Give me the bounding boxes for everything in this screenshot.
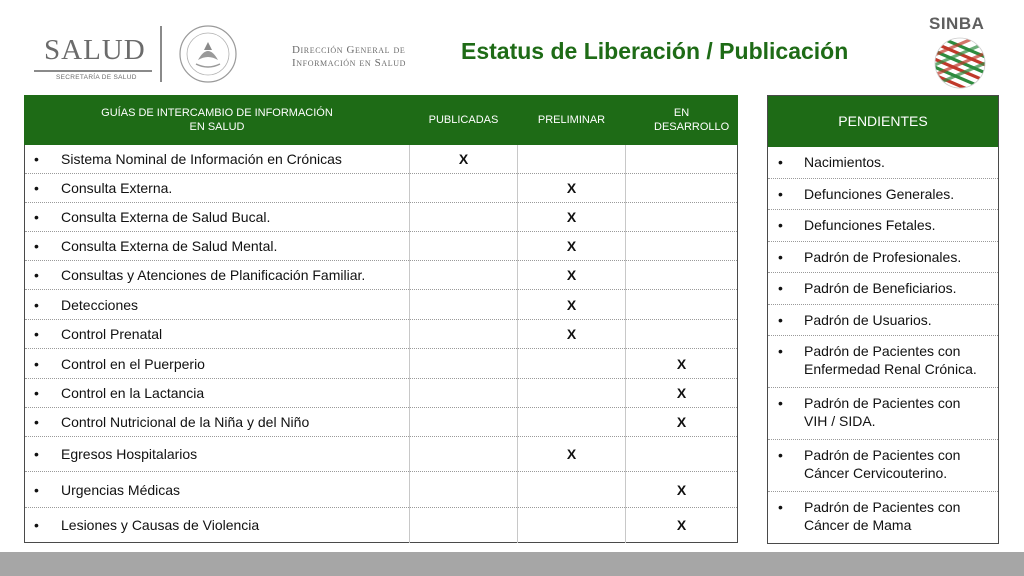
table-row	[25, 408, 738, 437]
bullet: •	[34, 267, 39, 283]
guia-name: Consulta Externa de Salud Bucal.	[61, 209, 271, 225]
pendiente-label: Padrón de Pacientes con VIH / SIDA.	[804, 395, 961, 429]
pendiente-cell	[768, 388, 999, 440]
pendiente-label: Padrón de Profesionales.	[804, 249, 962, 265]
status-mark-en-desarrollo	[626, 145, 738, 174]
status-mark-en-desarrollo	[626, 232, 738, 261]
pendiente-label: Padrón de Pacientes con Enfermedad Renal Crónica.	[804, 343, 977, 377]
dgis-line-1: Dirección General de	[292, 44, 406, 56]
dgis-logo	[292, 44, 406, 70]
status-mark-publicadas	[410, 290, 518, 320]
table-row	[25, 232, 738, 261]
sinba-globe-icon	[932, 36, 988, 90]
guia-name: Detecciones	[61, 296, 139, 313]
guia-name: Egresos Hospitalarios	[61, 446, 198, 462]
pendientes-header-row	[768, 96, 999, 147]
table-row	[25, 320, 738, 349]
bullet: •	[778, 312, 783, 328]
pendiente-cell	[768, 210, 999, 242]
salud-logo	[30, 30, 155, 82]
status-mark-publicadas: X	[410, 145, 518, 174]
list-item	[768, 492, 999, 544]
col-header-guias: GUÍAS DE INTERCAMBIO DE INFORMACIÓN EN SALUD	[25, 96, 410, 145]
status-mark-preliminar	[518, 379, 626, 408]
guia-name: Consulta Externa.	[61, 180, 173, 196]
table-row	[25, 203, 738, 232]
table-header-row	[25, 96, 738, 145]
bullet: •	[34, 238, 39, 254]
list-item	[768, 440, 999, 492]
guia-name-cell	[25, 174, 410, 203]
status-mark-en-desarrollo: X	[626, 408, 738, 437]
pendientes-header: PENDIENTES	[768, 96, 999, 147]
guia-name: Control Nutricional de la Niña y del Niño	[61, 414, 310, 430]
bullet: •	[778, 343, 783, 359]
list-item	[768, 242, 999, 273]
status-mark-preliminar	[518, 145, 626, 174]
bullet: •	[34, 446, 39, 462]
list-item	[768, 179, 999, 210]
pendiente-cell	[768, 242, 999, 273]
bullet: •	[778, 499, 783, 515]
bullet: •	[778, 153, 783, 170]
status-mark-preliminar	[518, 472, 626, 508]
table-row	[25, 145, 738, 174]
bullet: •	[34, 355, 39, 372]
list-item	[768, 273, 999, 305]
pendientes-table	[767, 95, 999, 544]
list-item	[768, 147, 999, 179]
pendiente-cell	[768, 440, 999, 492]
col-header-publicadas: PUBLICADAS	[410, 96, 518, 145]
guia-name: Sistema Nominal de Información en Crónicas	[61, 151, 342, 167]
bullet: •	[778, 186, 783, 202]
pendiente-cell	[768, 273, 999, 305]
guia-name-cell	[25, 261, 410, 290]
status-mark-publicadas	[410, 203, 518, 232]
bullet: •	[34, 517, 39, 533]
pendiente-label: Padrón de Usuarios.	[804, 312, 932, 328]
status-mark-publicadas	[410, 349, 518, 379]
salud-logo-subtitle: SECRETARÍA DE SALUD	[56, 74, 137, 81]
table-row	[25, 261, 738, 290]
col-header-preliminar: PRELIMINAR	[518, 96, 626, 145]
bullet: •	[34, 481, 39, 498]
status-mark-publicadas	[410, 472, 518, 508]
status-mark-publicadas	[410, 379, 518, 408]
dgis-line-2: Información en Salud	[292, 57, 406, 69]
status-mark-preliminar: X	[518, 290, 626, 320]
national-seal-icon	[178, 24, 238, 84]
guia-name-cell	[25, 320, 410, 349]
status-mark-en-desarrollo	[626, 203, 738, 232]
table-row	[25, 349, 738, 379]
status-mark-en-desarrollo	[626, 437, 738, 472]
status-mark-en-desarrollo: X	[626, 508, 738, 543]
pendiente-label: Padrón de Pacientes con Cáncer Cervicouterino.	[804, 447, 961, 481]
status-mark-en-desarrollo	[626, 174, 738, 203]
salud-logo-rule	[34, 70, 152, 72]
col-header-en-desarrollo: EN DESARROLLO	[626, 96, 738, 145]
table-row	[25, 174, 738, 203]
table-row	[25, 379, 738, 408]
bullet: •	[34, 209, 39, 225]
status-mark-publicadas	[410, 408, 518, 437]
pendiente-label: Padrón de Beneficiarios.	[804, 280, 957, 296]
bullet: •	[778, 395, 783, 411]
guia-name-cell	[25, 232, 410, 261]
pendiente-cell	[768, 179, 999, 210]
status-mark-publicadas	[410, 437, 518, 472]
header-divider	[160, 26, 162, 82]
status-mark-en-desarrollo: X	[626, 379, 738, 408]
status-mark-preliminar: X	[518, 232, 626, 261]
pendiente-label: Defunciones Generales.	[804, 186, 955, 202]
sinba-logo-text: SINBA	[929, 14, 985, 33]
guia-name: Control Prenatal	[61, 326, 163, 342]
list-item	[768, 210, 999, 242]
status-mark-publicadas	[410, 320, 518, 349]
bullet: •	[34, 180, 39, 196]
status-mark-publicadas	[410, 508, 518, 543]
bullet: •	[34, 414, 39, 430]
pendientes-body	[768, 147, 999, 544]
pendiente-label: Nacimientos.	[804, 153, 885, 170]
status-mark-publicadas	[410, 174, 518, 203]
status-mark-preliminar: X	[518, 320, 626, 349]
status-mark-en-desarrollo	[626, 261, 738, 290]
guia-name-cell	[25, 508, 410, 543]
status-mark-preliminar: X	[518, 437, 626, 472]
pendiente-label: Defunciones Fetales.	[804, 217, 936, 233]
pendiente-label: Padrón de Pacientes con Cáncer de Mama	[804, 499, 961, 533]
footer-bar	[0, 552, 1024, 576]
guia-name-cell	[25, 437, 410, 472]
status-mark-en-desarrollo: X	[626, 349, 738, 379]
guia-name: Urgencias Médicas	[61, 481, 181, 498]
bullet: •	[778, 249, 783, 265]
guia-name-cell	[25, 290, 410, 320]
guias-status-table	[24, 95, 738, 543]
guia-name-cell	[25, 379, 410, 408]
guia-name: Lesiones y Causas de Violencia	[61, 517, 260, 533]
table-row	[25, 472, 738, 508]
pendiente-cell	[768, 305, 999, 336]
guia-name-cell	[25, 408, 410, 437]
pendiente-cell	[768, 492, 999, 544]
bullet: •	[34, 385, 39, 401]
guia-name: Consultas y Atenciones de Planificación Familiar.	[61, 267, 366, 283]
table-row	[25, 290, 738, 320]
bullet: •	[778, 217, 783, 233]
status-mark-publicadas	[410, 261, 518, 290]
guia-name: Control en la Lactancia	[61, 385, 205, 401]
bullet: •	[778, 280, 783, 296]
bullet: •	[34, 296, 39, 313]
status-mark-en-desarrollo	[626, 320, 738, 349]
status-mark-preliminar: X	[518, 174, 626, 203]
guia-name-cell	[25, 349, 410, 379]
pendiente-cell	[768, 336, 999, 388]
salud-logo-text: SALUD	[44, 34, 146, 66]
status-mark-publicadas	[410, 232, 518, 261]
list-item	[768, 336, 999, 388]
status-mark-preliminar: X	[518, 203, 626, 232]
guia-name-cell	[25, 203, 410, 232]
status-mark-preliminar	[518, 408, 626, 437]
table-row	[25, 437, 738, 472]
table-body	[25, 145, 738, 543]
page-title: Estatus de Liberación / Publicación	[461, 38, 849, 64]
status-mark-preliminar	[518, 349, 626, 379]
list-item	[768, 388, 999, 440]
list-item	[768, 305, 999, 336]
bullet: •	[778, 447, 783, 463]
status-mark-preliminar: X	[518, 261, 626, 290]
table-row	[25, 508, 738, 543]
status-mark-preliminar	[518, 508, 626, 543]
guia-name-cell	[25, 145, 410, 174]
pendiente-cell	[768, 147, 999, 179]
bullet: •	[34, 326, 39, 342]
status-mark-en-desarrollo: X	[626, 472, 738, 508]
guia-name: Consulta Externa de Salud Mental.	[61, 238, 278, 254]
status-mark-en-desarrollo	[626, 290, 738, 320]
bullet: •	[34, 151, 39, 167]
guia-name-cell	[25, 472, 410, 508]
guia-name: Control en el Puerperio	[61, 355, 205, 372]
